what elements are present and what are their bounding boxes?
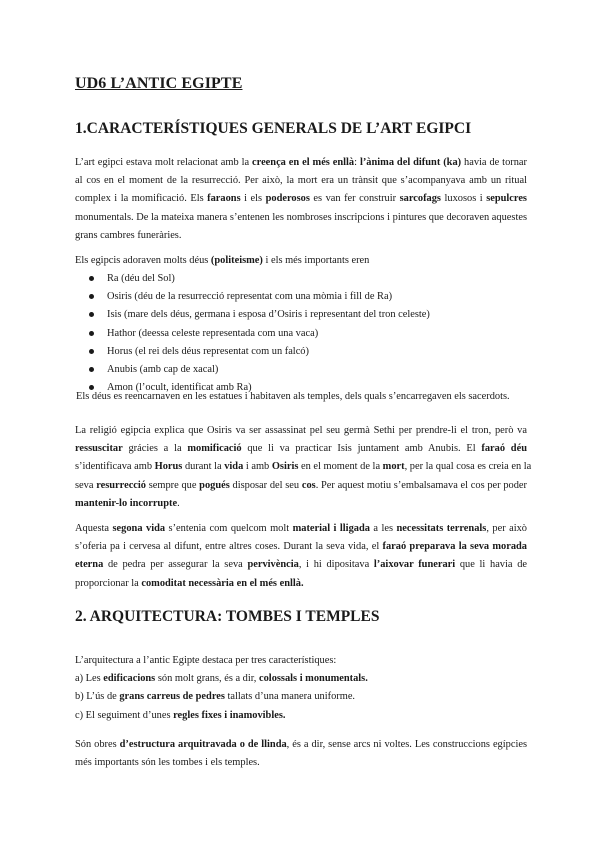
section-2-paragraph-1	[75, 652, 527, 725]
list-item: Osiris (déu de la resurrecció representat com una mòmia i fill de Ra)	[75, 288, 430, 306]
text-line: mantenir-lo incorrupte.	[75, 497, 180, 509]
gods-list	[75, 270, 430, 397]
bullet-icon	[89, 349, 94, 354]
text-line: c) El seguiment d’unes regles fixes i inamovibles.	[75, 709, 286, 721]
document-title: UD6 L’ANTIC EGIPTE	[75, 75, 243, 92]
text-line: L’art egipci estava molt relacionat amb la creença en el més enllà: l’ànima del difunt (ka) havia de tornar	[75, 157, 527, 168]
bullet-icon	[89, 294, 94, 299]
section-2-heading: 2. ARQUITECTURA: TOMBES I TEMPLES	[75, 608, 380, 625]
text-line: eterna de pedra per assegurar la seva pervivència, i hi dipositava l’aixovar funerari que li havia de	[75, 559, 528, 571]
text-line: s’oferia pa i cervesa al difunt, entre altres coses. Durant la seva vida, el faraó preparava la seva morada	[75, 541, 528, 553]
text-line: seva resurrecció sempre que pogués disposar del seu cos. Per aquest motiu s’embalsamava el cos per poder	[75, 479, 527, 491]
section-1-paragraph-1	[75, 154, 527, 245]
text-line: grans cambres funeràries.	[75, 229, 182, 241]
text-line: s’identificava amb Horus durant la vida i amb Osiris en el moment de la mort, per la qual cosa es creia en la	[75, 461, 532, 473]
text-line: monumentals. De la mateixa manera s’entenen les nombroses inscripcions i pintures que decoraven aquestes	[75, 211, 527, 223]
gods-intro: Els egipcis adoraven molts déus (politeisme) i els més importants eren	[75, 255, 370, 266]
text-line: complex i la momificació. Els faraons i els poderosos es van fer construir sarcofags luxosos i sepulcres	[75, 193, 527, 205]
text-line: ressuscitar grácies a la momificació que li va practicar Isis juntament amb Anubis. El faraó déu	[75, 443, 527, 455]
text-line: La religió egipcia explica que Osiris va ser assassinat pel seu germà Sethi per prendre-li el tron, però va	[75, 425, 527, 436]
gods-outro: Els déus es reencarnaven en les estatues i habitaven als temples, dels quals s’encarregaven els sacerdots.	[76, 391, 510, 402]
list-item: Ra (déu del Sol)	[75, 270, 430, 288]
list-item: Isis (mare dels déus, germana i esposa d’Osiris i representant del tron celeste)	[75, 306, 430, 324]
bullet-icon	[89, 367, 94, 372]
text-line: Aquesta segona vida s’entenia com quelcom molt material i lligada a les necessitats terrenals, per això	[75, 523, 528, 534]
text-line: a) Les edificacions són molt grans, és a dir, colossals i monumentals.	[75, 673, 368, 685]
text-line: més importants són les tombes i els temples.	[75, 757, 260, 769]
section-1-paragraph-3	[75, 422, 532, 513]
list-item: Hathor (deessa celeste representada com una vaca)	[75, 325, 430, 343]
bullet-icon	[89, 276, 94, 281]
section-1-heading: 1.CARACTERÍSTIQUES GENERALS DE L’ART EGIPCI	[75, 120, 472, 137]
list-item: Horus (el rei dels déus representat com un falcó)	[75, 343, 430, 361]
text-line: proporcionar la comoditat necessària en el més enllà.	[75, 577, 304, 589]
text-line: L’arquitectura a l’antic Egipte destaca per tres característiques:	[75, 655, 337, 666]
section-1-paragraph-4	[75, 520, 527, 593]
text-line: al cos en el moment de la resurrecció. Per això, la mort era un trànsit que s’acompanyava amb un ritual	[75, 175, 527, 187]
text-line: b) L’ús de grans carreus de pedres tallats d’una manera uniforme.	[75, 691, 356, 703]
bullet-icon	[89, 331, 94, 336]
bullet-icon	[89, 312, 94, 317]
text-line: Són obres d’estructura arquitravada o de llinda, és a dir, sense arcs ni voltes. Les construccions egípcies	[75, 739, 527, 750]
list-item: Amon (l’ocult, identificat amb Ra)	[75, 379, 430, 397]
section-2-paragraph-2	[75, 736, 527, 772]
list-item: Anubis (amb cap de xacal)	[75, 361, 430, 379]
